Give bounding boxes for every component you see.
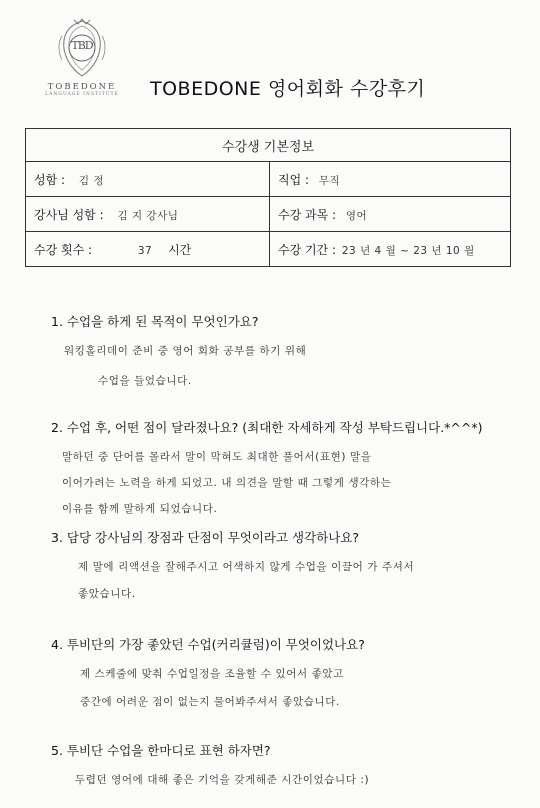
job-value: 무직 [318,174,341,187]
question-4: 4. 투비단의 가장 좋았던 수업(커리큘럼)이 무엇이었나요? [51,637,365,652]
student-info-table [25,128,511,267]
period-value: 23 년 4 월 ~ 23 년 10 월 [341,244,475,257]
period-cell [270,232,511,267]
brand-logo [34,18,130,110]
teacher-label: 강사님 성함 : [34,207,104,222]
logo-subtitle: LANGUAGE INSTITUTE [45,92,119,97]
teacher-value: 김 지 강사님 [117,209,179,222]
answer-3-line-2: 좋았습니다. [78,588,136,600]
count-value: 37 [137,244,153,257]
answer-1-line-2: 수업을 들었습니다. [98,375,192,387]
page-title: TOBEDONE 영어회화 수강후기 [150,78,426,100]
count-label: 수강 횟수 : [34,242,93,257]
course-cell [270,197,511,232]
logo-brand: TOBEDONE [47,82,117,92]
question-2: 2. 수업 후, 어떤 점이 달라졌나요? (최대한 자세하게 작성 부탁드립니다.*^^*) [51,420,483,435]
answer-2-line-1: 말하던 중 단어를 몰라서 말이 막혀도 최대한 풀어서(표현) 말을 [62,451,372,463]
answer-1-line-1: 워킹홀리데이 준비 중 영어 회화 공부를 하기 위해 [64,345,307,357]
answer-5-line-1: 두렵던 영어에 대해 좋은 기억을 갖게해준 시간이었습니다 :) [75,774,370,786]
logo-monogram: TBD [71,39,93,52]
name-value: 김 정 [78,174,104,187]
course-label: 수강 과목 : [278,207,337,222]
answer-4-line-2: 중간에 어려운 점이 없는지 물어봐주셔서 좋았습니다. [80,696,340,708]
name-label: 성함 : [34,172,66,187]
answer-3-line-1: 제 말에 리액션을 잘해주시고 어색하지 않게 수업을 이끌어 가 주셔서 [78,561,415,573]
teacher-cell [26,197,270,232]
question-3: 3. 담당 강사님의 장점과 단점이 무엇이라고 생각하나요? [51,530,360,545]
job-cell [270,162,511,197]
count-unit: 시간 [168,242,192,257]
count-cell [26,232,270,267]
answer-4-line-1: 제 스케줄에 맞춰 수업일정을 조율할 수 있어서 좋았고 [80,668,344,680]
answer-2-line-2: 이어가려는 노력을 하게 되었고. 내 의견을 말할 때 그렇게 생각하는 [62,477,392,489]
course-value: 영어 [345,209,368,222]
question-1: 1. 수업을 하게 된 목적이 무엇인가요? [51,314,259,329]
job-label: 직업 : [278,172,310,187]
answer-2-line-3: 이유를 함께 말하게 되었습니다. [62,503,218,515]
name-cell [26,162,270,197]
info-heading: 수강생 기본정보 [26,129,511,162]
period-label: 수강 기간 : [278,242,337,257]
question-5: 5. 투비단 수업을 한마디로 표현 하자면? [51,743,271,758]
